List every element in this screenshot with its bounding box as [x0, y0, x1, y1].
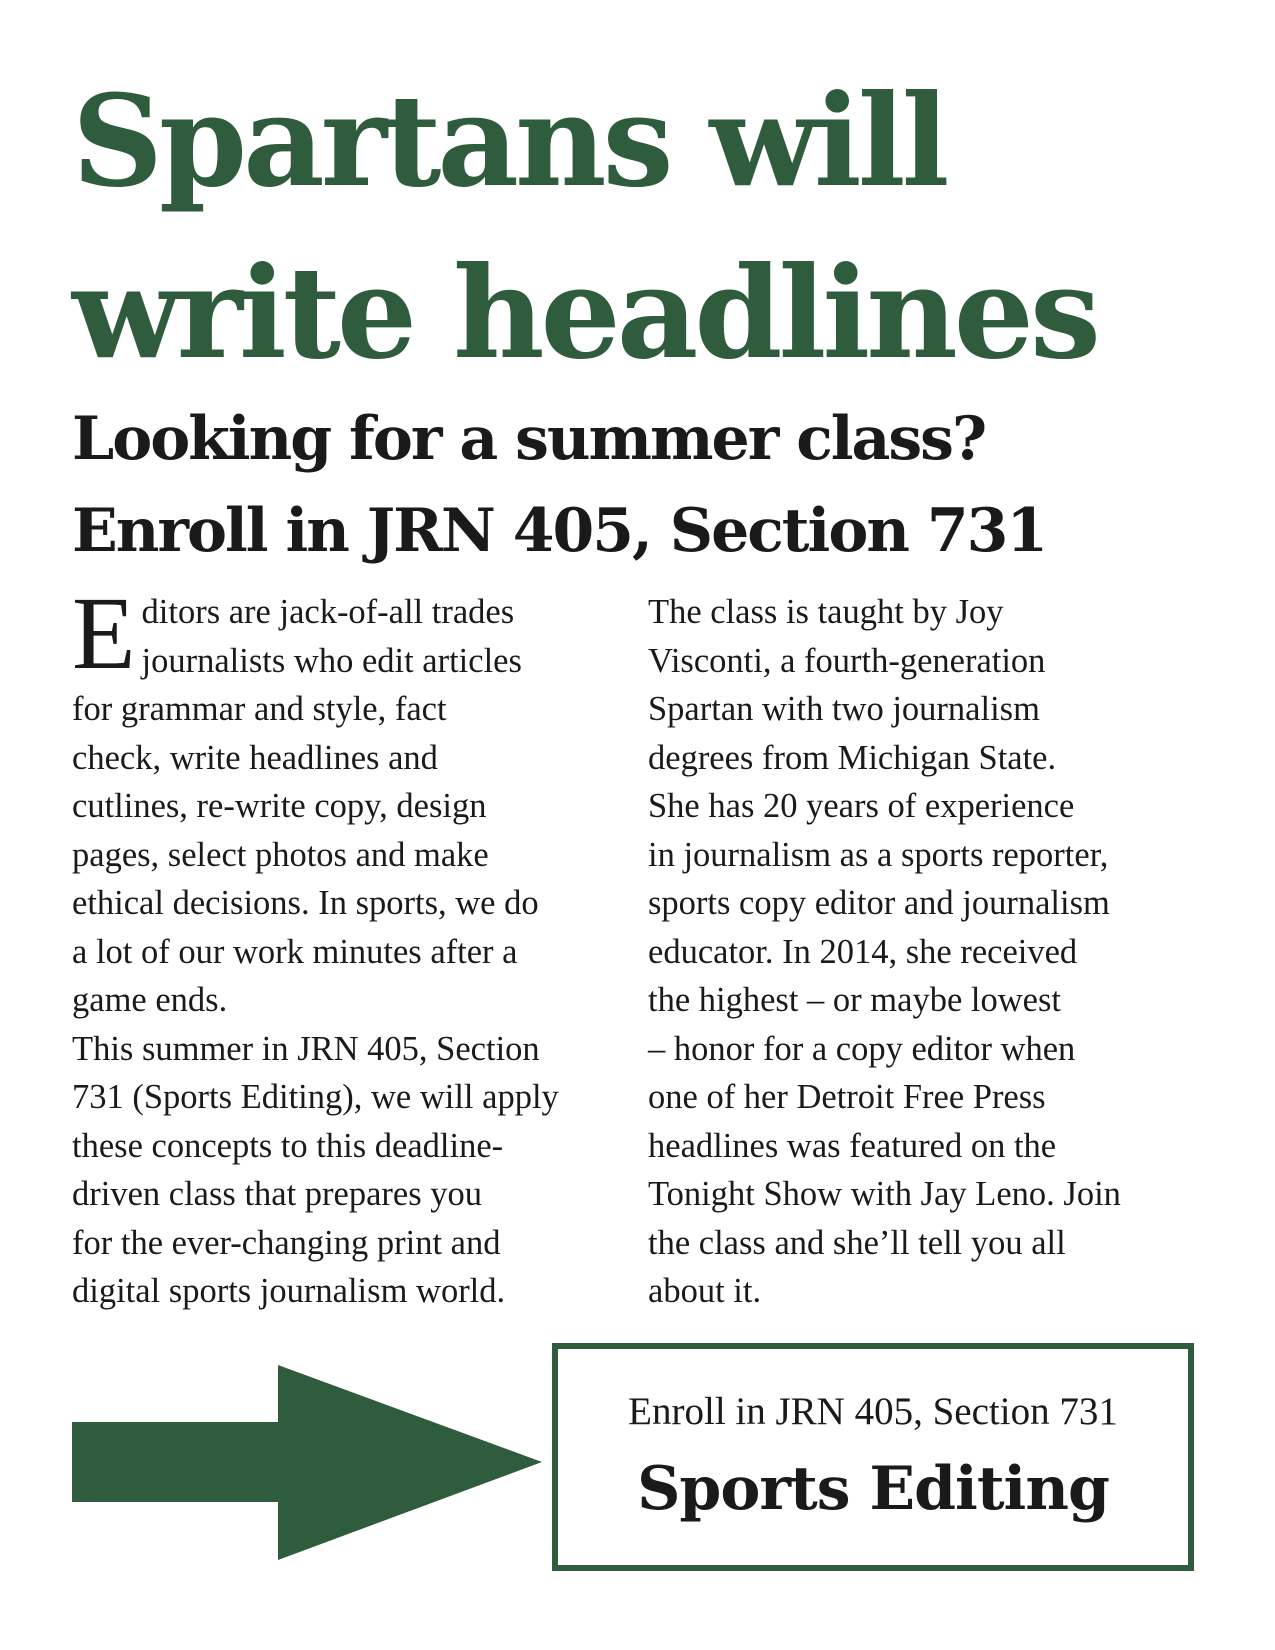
- text-line: a lot of our work minutes after a: [72, 932, 518, 971]
- text-line: for grammar and style, fact: [72, 690, 447, 728]
- text-line: 731 (Sports Editing), we will apply: [72, 1078, 559, 1116]
- left-column: [72, 576, 617, 1316]
- arrow-shape: [72, 1365, 542, 1560]
- text-line: Spartan with two journalism: [648, 690, 1040, 728]
- intro-paragraph: [72, 576, 617, 1025]
- headline: [72, 55, 1097, 399]
- headline-line-1: Spartans will: [72, 67, 946, 215]
- headline-line-2: write headlines: [72, 239, 1097, 387]
- text-line: about it.: [648, 1272, 762, 1310]
- text-line: educator. In 2014, she received: [648, 932, 1078, 971]
- text-line: check, write headlines and: [72, 738, 438, 777]
- text-line: ethical decisions. In sports, we do: [72, 884, 539, 922]
- text-line: Visconti, a fourth-generation: [648, 641, 1046, 680]
- text-line: headlines was featured on the: [648, 1126, 1057, 1165]
- text-line: these concepts to this deadline-: [72, 1126, 504, 1165]
- text-line: driven class that prepares you: [72, 1175, 483, 1213]
- text-line: game ends.: [72, 981, 228, 1019]
- text-line: Tonight Show with Jay Leno. Join: [648, 1175, 1121, 1213]
- summer-class-paragraph: [72, 1025, 617, 1316]
- text-line: journalists who edit articles: [141, 641, 522, 680]
- subheadline-line-2: Enroll in JRN 405, Section 731: [72, 496, 1047, 566]
- text-line: pages, select photos and make: [72, 835, 489, 874]
- instructor-paragraph: [648, 588, 1193, 1316]
- text-line: for the ever-changing print and: [72, 1223, 501, 1262]
- text-line: the highest – or maybe lowest: [648, 981, 1061, 1019]
- subheadline-line-1: Looking for a summer class?: [72, 404, 986, 474]
- text-line: digital sports journalism world.: [72, 1272, 506, 1310]
- text-line: sports copy editor and journalism: [648, 884, 1110, 922]
- enroll-callout-box: [552, 1343, 1194, 1571]
- subheadline: [72, 393, 1046, 577]
- text-line: degrees from Michigan State.: [648, 738, 1057, 777]
- text-line: This summer in JRN 405, Section: [72, 1029, 540, 1068]
- text-line: the class and she’ll tell you all: [648, 1223, 1066, 1262]
- text-line: She has 20 years of experience: [648, 787, 1075, 825]
- enroll-line: Enroll in JRN 405, Section 731: [628, 1390, 1118, 1433]
- text-line: – honor for a copy editor when: [648, 1029, 1076, 1068]
- right-column: [648, 588, 1193, 1316]
- text-line: The class is taught by Joy: [648, 593, 1004, 631]
- right-arrow-icon: [72, 1365, 542, 1560]
- text-line: ditors are jack-of-all trades: [141, 593, 515, 631]
- drop-cap: E: [72, 576, 136, 691]
- text-line: cutlines, re-write copy, design: [72, 787, 487, 825]
- text-line: one of her Detroit Free Press: [648, 1078, 1046, 1116]
- course-name: Sports Editing: [637, 1454, 1109, 1524]
- text-line: in journalism as a sports reporter,: [648, 835, 1109, 874]
